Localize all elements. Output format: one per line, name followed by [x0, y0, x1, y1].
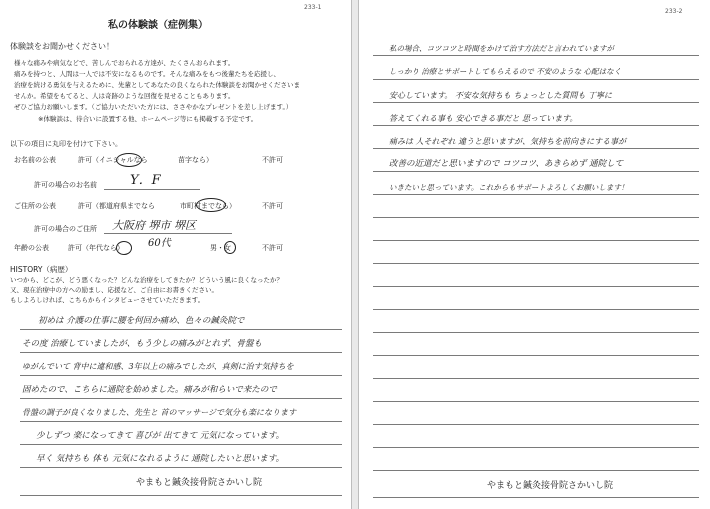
ruled-line — [373, 240, 699, 241]
address-publish-city: 市町村までなら） — [180, 202, 236, 210]
ruled-line — [373, 470, 699, 471]
address-field-value: 大阪府 堺市 堺区 — [112, 219, 196, 232]
name-publish-allow: 許可（イニシャルなら — [78, 156, 148, 164]
handwritten-line: 痛みは 人それぞれ 違うと思いますが、気持ちを前向きにする事が — [389, 137, 627, 146]
handwritten-line: その度 治療していましたが、もう少しの痛みがとれず、骨盤も — [22, 339, 263, 349]
address-publish-deny: 不許可 — [262, 202, 283, 210]
ruled-line — [373, 125, 699, 126]
ruled-line — [373, 355, 699, 356]
ruled-line — [20, 398, 342, 399]
survey-page-left — [0, 0, 352, 509]
ruled-line — [373, 286, 699, 287]
clinic-name: やまもと鍼灸接骨院さかいし院 — [136, 478, 263, 488]
address-field-underline — [104, 233, 232, 234]
age-publish-allow: 許可（年代なら） — [68, 244, 124, 252]
decade-choice-circle — [116, 241, 132, 255]
name-publish-alias: 苗字なら） — [178, 156, 213, 164]
age-publish-label: 年齢の公表 — [14, 244, 49, 252]
history-heading: HISTORY（病歴） — [10, 265, 73, 274]
age-publish-deny: 不許可 — [262, 244, 283, 252]
ruled-line — [373, 217, 699, 218]
ruled-line — [20, 495, 342, 496]
handwritten-line: いきたいと思っています。これからもサポートよろしくお願いします！ — [389, 183, 629, 192]
ruled-line — [373, 332, 699, 333]
intro-line: ぜひご協力お願いします。（ご協力いただいた方には、ささやかなプレゼントを差し上げます。） — [14, 103, 293, 111]
age-value: 60代 — [148, 238, 171, 249]
name-publish-label: お名前の公表 — [14, 156, 56, 164]
ruled-line — [373, 148, 699, 149]
ruled-line — [373, 401, 699, 402]
ruled-line — [373, 171, 699, 172]
ruled-line — [373, 378, 699, 379]
ruled-line — [373, 309, 699, 310]
page-number: 233-1 — [304, 4, 322, 11]
handwritten-line: 骨盤の調子が良くなりました、先生と 首のマッサージで気分も楽になります — [22, 408, 297, 417]
ruled-line — [373, 447, 699, 448]
handwritten-line: 初めは 介護の仕事に腰を何回か痛め、色々の鍼灸院で — [38, 316, 245, 326]
history-prompt: いつから、どこが、どう悪くなった？どんな治療をしてきたか？どういう風に良くなったか？ — [10, 276, 283, 284]
address-publish-allow: 許可（都道府県までなら — [78, 202, 155, 210]
intro-line: せんか。希望をもてると、人は奇跡のような回復を見せることもあります。 — [14, 92, 235, 100]
ruled-line — [373, 194, 699, 195]
city-choice-circle — [196, 198, 226, 212]
page-title: 私の体験談（症例集） — [108, 20, 208, 31]
handwritten-line: 少しずつ 楽になってきて 喜びが 出てきて 元気になっています。 — [36, 431, 285, 441]
intro-line: 痛みを持つと、人間は一人では不安になるものです。そんな痛みをもつ後輩たちを応援し、 — [14, 70, 280, 78]
name-publish-deny: 不許可 — [262, 156, 283, 164]
ruled-line — [373, 102, 699, 103]
intro-line: 様々な痛みや病気などで、苦しんでおられる方達が、たくさんおられます。 — [14, 59, 235, 67]
handwritten-line: 改善の近道だと思いますので コツコツ、あきらめず 通院して — [389, 159, 624, 169]
handwritten-line: ゆがんでいて 背中に違和感、3年以上の痛みでしたが、真剣に治す気持ちを — [22, 362, 294, 371]
handwritten-line: 早く 気持ちも 体も 元気になれるように 通院したいと思います。 — [36, 454, 285, 464]
history-prompt: 又、現在治療中の方への励まし、応援など、ご自由にお書きください。 — [10, 286, 218, 294]
handwritten-line: しっかり 治療とサポートしてもらえるので 不安のような 心配はなく — [389, 67, 622, 76]
ruled-line — [373, 55, 699, 56]
ruled-line — [20, 375, 342, 376]
ruled-line — [373, 79, 699, 80]
page-number: 233-2 — [665, 8, 683, 15]
handwritten-line: 答えてくれる事も 安心できる事だと 思っています。 — [389, 114, 578, 123]
female-choice-circle — [224, 241, 236, 254]
initial-choice-circle — [116, 153, 142, 167]
intro-line: 治療を続ける勇気を与えるために、先輩としてあなたの良くなられた体験談をお聞かせくださいま — [14, 81, 300, 89]
ruled-line — [20, 352, 342, 353]
address-field-label: 許可の場合のご住所 — [34, 225, 97, 233]
survey-page-right — [358, 0, 710, 509]
name-field-underline — [104, 189, 200, 190]
instruction-text: 以下の項目に丸印を付けて下さい。 — [10, 140, 122, 148]
ruled-line — [373, 497, 699, 498]
handwritten-line: 固めたので、こちらに通院を始めました。痛みが和らいで来たので — [22, 385, 277, 395]
ruled-line — [20, 421, 342, 422]
ruled-line — [20, 329, 342, 330]
history-prompt: もしよろしければ、こちらからインタビューさせていただきます。 — [10, 296, 205, 304]
ruled-line — [20, 444, 342, 445]
ruled-line — [373, 263, 699, 264]
handwritten-line: 私の場合、コツコツと時間をかけて治す方法だと言われていますが — [389, 44, 614, 53]
handwritten-line: 安心しています。 不安な気持ちも ちょっとした質問も 丁寧に — [389, 91, 612, 100]
ruled-line — [20, 467, 342, 468]
clinic-name: やまもと鍼灸接骨院さかいし院 — [487, 481, 614, 491]
intro-note: ※体験談は、待合いに設置する他、ホームページ等にも掲載する予定です。 — [38, 115, 258, 123]
intro-heading: 体験談をお聞かせください！ — [10, 42, 114, 51]
name-field-value: Y．F — [130, 173, 161, 188]
name-field-label: 許可の場合のお名前 — [34, 181, 97, 189]
ruled-line — [373, 424, 699, 425]
address-publish-label: ご住所の公表 — [14, 202, 56, 210]
gender-label: 男・女 — [210, 244, 231, 252]
